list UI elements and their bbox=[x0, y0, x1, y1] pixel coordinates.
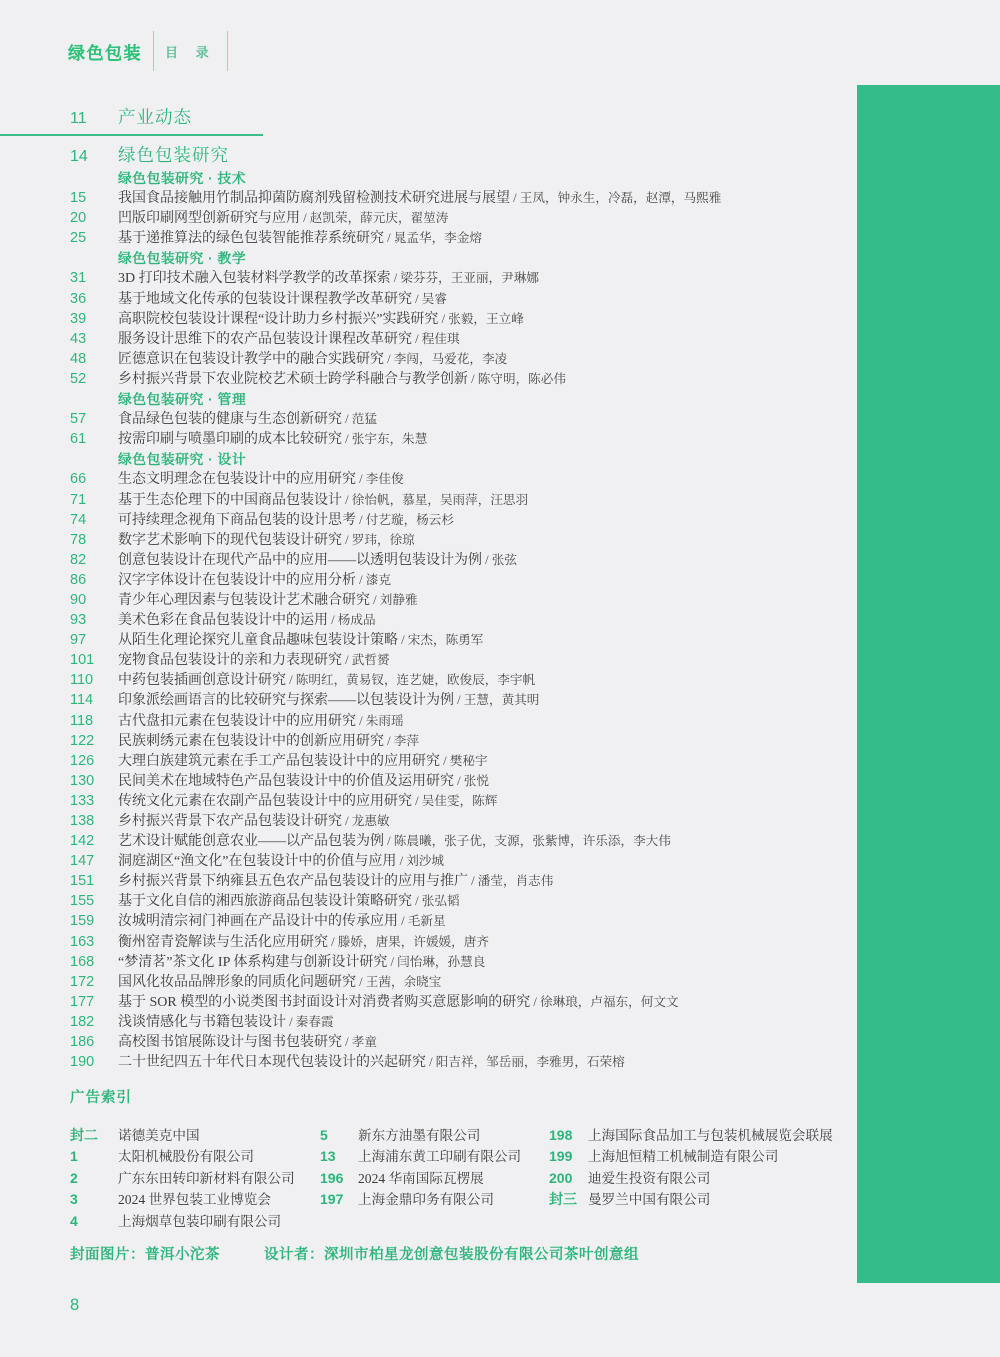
toc-page-number: 14 bbox=[70, 148, 88, 165]
toc-list bbox=[70, 104, 860, 1071]
toc-title: 高职院校包装设计课程“设计助力乡村振兴”实践研究 / 张毅，王立峰 bbox=[118, 311, 524, 327]
toc-article-row bbox=[70, 629, 860, 649]
toc-authors: / 付艺璇，杨云杉 bbox=[356, 512, 454, 527]
ad-row bbox=[320, 1167, 549, 1188]
ad-row bbox=[549, 1188, 833, 1209]
toc-title: 青少年心理因素与包装设计艺术融合研究 / 刘静雅 bbox=[118, 592, 418, 608]
toc-article-row bbox=[70, 529, 860, 549]
toc-authors: / 孝童 bbox=[342, 1035, 377, 1050]
toc-page-number: 110 bbox=[70, 672, 94, 689]
ad-page-number: 4 bbox=[70, 1212, 78, 1229]
toc-authors: / 张悦 bbox=[454, 773, 489, 788]
toc-title: 基于地域文化传承的包装设计课程教学改革研究 / 吴睿 bbox=[118, 291, 447, 307]
toc-authors: / 刘静雅 bbox=[370, 592, 418, 607]
toc-article-row bbox=[70, 1011, 860, 1031]
toc-page-number: 20 bbox=[70, 210, 87, 227]
toc-article-row bbox=[70, 790, 860, 810]
toc-article-row bbox=[70, 750, 860, 770]
ad-page-number: 封三 bbox=[549, 1191, 577, 1208]
toc-title: 3D 打印技术融入包装材料学教学的改革探索 / 梁芬芬，王亚丽，尹琳娜 bbox=[118, 271, 539, 287]
toc-article-row bbox=[70, 187, 860, 207]
toc-page-number: 114 bbox=[70, 692, 94, 709]
toc-authors: / 潘莹，肖志伟 bbox=[468, 874, 554, 889]
ad-page-number: 196 bbox=[320, 1169, 344, 1186]
toc-page-number: 57 bbox=[70, 411, 87, 428]
toc-page-number: 159 bbox=[70, 913, 95, 930]
toc-title: 从陌生化理论探究儿童食品趣味包装设计策略 / 宋杰，陈勇军 bbox=[118, 633, 484, 649]
toc-authors: / 毛新星 bbox=[398, 914, 446, 929]
toc-page-number: 11 bbox=[70, 110, 87, 127]
ad-row bbox=[549, 1145, 833, 1166]
magazine-logo: 绿色包装 bbox=[68, 43, 142, 63]
toc-title: 可持续理念视角下商品包装的设计思考 / 付艺璇，杨云杉 bbox=[118, 512, 454, 528]
toc-chapter-row bbox=[70, 142, 860, 167]
section-divider-line bbox=[0, 134, 263, 136]
toc-authors: / 张宇东，朱慧 bbox=[342, 432, 428, 447]
toc-title: 国风化妆品品牌形象的同质化问题研究 / 王茜，余晓宝 bbox=[118, 974, 442, 990]
toc-authors: / 程佳琪 bbox=[412, 331, 460, 346]
ad-index-column bbox=[70, 1124, 320, 1231]
toc-title: 服务设计思维下的农产品包装设计课程改革研究 / 程佳琪 bbox=[118, 331, 460, 347]
toc-page-number: 93 bbox=[70, 612, 87, 629]
toc-title: 绿色包装研究 · 管理 bbox=[118, 392, 247, 408]
toc-article-row bbox=[70, 830, 860, 850]
toc-page-number: 36 bbox=[70, 290, 87, 307]
toc-page-number: 78 bbox=[70, 531, 87, 548]
toc-title: 艺术设计赋能创意农业——以产品包装为例 / 陈晨曦，张子优，支源，张紫博，许乐添，李大伟 bbox=[118, 834, 671, 850]
toc-authors: / 武哲赟 bbox=[342, 653, 390, 668]
toc-title: 产业动态 bbox=[118, 107, 192, 127]
ad-row bbox=[70, 1167, 320, 1188]
cover-credit-line bbox=[70, 1243, 639, 1264]
toc-page-number: 74 bbox=[70, 511, 87, 528]
toc-authors: / 李佳俊 bbox=[356, 472, 404, 487]
toc-title: 古代盘扣元素在包装设计中的应用研究 / 朱雨瑶 bbox=[118, 713, 404, 729]
toc-authors: / 晁孟华，李金熔 bbox=[384, 231, 482, 246]
ad-company-name: 曼罗兰中国有限公司 bbox=[588, 1192, 711, 1208]
ad-page-number: 3 bbox=[70, 1191, 78, 1208]
toc-page-number: 138 bbox=[70, 813, 95, 829]
toc-page-number: 97 bbox=[70, 632, 87, 649]
toc-authors: / 范猛 bbox=[342, 412, 377, 427]
ad-page-number: 197 bbox=[320, 1191, 344, 1208]
toc-article-row bbox=[70, 910, 860, 930]
toc-title: 基于 SOR 模型的小说类图书封面设计对消费者购买意愿影响的研究 / 徐琳琅，卢福东，何文文 bbox=[118, 994, 679, 1010]
toc-title: 乡村振兴背景下农产品包装设计研究 / 龙惠敏 bbox=[118, 814, 390, 829]
toc-authors: / 吴佳雯，陈辉 bbox=[412, 793, 498, 808]
ad-row bbox=[549, 1124, 833, 1145]
toc-article-row bbox=[70, 770, 860, 790]
toc-title: 绿色包装研究 bbox=[118, 145, 229, 165]
ad-index-column bbox=[320, 1124, 549, 1231]
toc-page-number: 190 bbox=[70, 1054, 95, 1071]
toc-authors: / 漆克 bbox=[356, 572, 391, 587]
toc-title: “梦清茗”茶文化 IP 体系构建与创新设计研究 / 闫怡琳，孙慧良 bbox=[118, 954, 486, 970]
toc-page-number: 142 bbox=[70, 833, 95, 850]
ad-company-name: 广东东田转印新材料有限公司 bbox=[118, 1170, 295, 1186]
toc-authors: / 陈守明，陈必伟 bbox=[468, 371, 566, 386]
toc-article-row bbox=[70, 931, 860, 951]
toc-authors: / 吴睿 bbox=[412, 291, 447, 306]
ad-row bbox=[320, 1188, 549, 1209]
toc-title: 生态文明理念在包装设计中的应用研究 / 李佳俊 bbox=[118, 472, 404, 488]
toc-authors: / 王慧，黄其明 bbox=[454, 693, 540, 708]
toc-article-row bbox=[70, 569, 860, 589]
toc-page-number: 163 bbox=[70, 933, 95, 950]
toc-page-number: 155 bbox=[70, 893, 95, 910]
toc-title: 绿色包装研究 · 教学 bbox=[118, 251, 247, 267]
ad-row bbox=[320, 1124, 549, 1145]
contents-label: 目 录 bbox=[165, 44, 216, 60]
toc-authors: / 樊秘宇 bbox=[440, 753, 488, 768]
toc-page-number: 52 bbox=[70, 370, 87, 387]
ad-page-number: 199 bbox=[549, 1148, 573, 1165]
toc-page-number: 61 bbox=[70, 431, 87, 448]
toc-title: 乡村振兴背景下纳雍县五色农产品包装设计的应用与推广 / 潘莹，肖志伟 bbox=[118, 874, 554, 890]
toc-subsection-row bbox=[70, 247, 860, 267]
ad-company-name: 上海旭恒精工机械制造有限公司 bbox=[588, 1149, 779, 1165]
toc-article-row bbox=[70, 509, 860, 529]
ad-company-name: 2024 华南国际瓦楞展 bbox=[358, 1170, 484, 1186]
toc-article-row bbox=[70, 348, 860, 368]
toc-title: 我国食品接触用竹制品抑菌防腐剂残留检测技术研究进展与展望 / 王凤，钟永生，冷磊，赵潭，马熙雅 bbox=[118, 191, 722, 207]
toc-authors: / 张弦 bbox=[482, 552, 517, 567]
toc-article-row bbox=[70, 308, 860, 328]
toc-page-number: 86 bbox=[70, 571, 87, 588]
toc-authors: / 张毅，王立峰 bbox=[438, 311, 524, 326]
toc-chapter-row bbox=[70, 104, 860, 129]
toc-page-number: 182 bbox=[70, 1013, 95, 1030]
toc-authors: / 徐怡帆，慕星，吴雨萍，汪思羽 bbox=[342, 492, 529, 507]
toc-title: 传统文化元素在农副产品包装设计中的应用研究 / 吴佳雯，陈辉 bbox=[118, 793, 498, 809]
designer-label: 设计者：深圳市柏星龙创意包装股份有限公司茶叶创意组 bbox=[264, 1247, 639, 1263]
ad-index-title: 广告索引 bbox=[70, 1090, 132, 1106]
toc-authors: / 李萍 bbox=[384, 733, 419, 748]
ad-page-number: 1 bbox=[70, 1148, 78, 1165]
toc-title: 汝城明清宗祠门神画在产品设计中的传承应用 / 毛新星 bbox=[118, 914, 446, 930]
toc-page-number: 66 bbox=[70, 471, 87, 488]
toc-article-row bbox=[70, 870, 860, 890]
ad-company-name: 太阳机械股份有限公司 bbox=[118, 1149, 254, 1165]
toc-title: 印象派绘画语言的比较研究与探索——以包装设计为例 / 王慧，黄其明 bbox=[118, 693, 540, 709]
toc-article-row bbox=[70, 207, 860, 227]
toc-title: 基于文化自信的湘西旅游商品包装设计策略研究 / 张弘韬 bbox=[118, 894, 460, 910]
toc-page-number: 186 bbox=[70, 1034, 95, 1051]
toc-authors: / 王茜，余晓宝 bbox=[356, 974, 442, 989]
toc-article-row bbox=[70, 288, 860, 308]
toc-authors: / 刘沙城 bbox=[396, 854, 445, 869]
toc-page-number: 39 bbox=[70, 310, 87, 327]
toc-page-number: 71 bbox=[70, 491, 87, 508]
toc-article-row bbox=[70, 589, 860, 609]
toc-subsection-row bbox=[70, 388, 860, 408]
ad-page-number: 13 bbox=[320, 1148, 336, 1165]
toc-title: 衡州窑青瓷解读与生活化应用研究 / 滕娇，唐果，许媛媛，唐齐 bbox=[118, 934, 489, 950]
toc-page-number: 118 bbox=[70, 712, 94, 729]
ad-row bbox=[70, 1210, 320, 1231]
ad-row bbox=[320, 1145, 549, 1166]
toc-article-row bbox=[70, 468, 860, 488]
toc-authors: / 赵凯荣，薛元庆，翟堃涛 bbox=[300, 211, 449, 226]
toc-article-row bbox=[70, 669, 860, 689]
toc-page-number: 25 bbox=[70, 230, 87, 247]
header-divider-right bbox=[227, 31, 228, 71]
toc-page-number: 101 bbox=[70, 652, 95, 669]
toc-article-row bbox=[70, 710, 860, 730]
toc-article-row bbox=[70, 991, 860, 1011]
toc-title: 高校图书馆展陈设计与图书包装研究 / 孝童 bbox=[118, 1035, 377, 1051]
toc-page-number: 48 bbox=[70, 350, 87, 367]
toc-authors: / 宋杰，陈勇军 bbox=[398, 633, 484, 648]
toc-title: 二十世纪四五十年代日本现代包装设计的兴起研究 / 阳吉祥，邹岳丽，李雅男，石荣榕 bbox=[118, 1055, 625, 1071]
toc-title: 洞庭湖区“渔文化”在包装设计中的价值与应用 / 刘沙城 bbox=[118, 854, 445, 870]
toc-title: 乡村振兴背景下农业院校艺术硕士跨学科融合与教学创新 / 陈守明，陈必伟 bbox=[118, 371, 566, 387]
toc-article-row bbox=[70, 609, 860, 629]
toc-page-number: 122 bbox=[70, 732, 95, 749]
ad-company-name: 上海国际食品加工与包装机械展览会联展 bbox=[588, 1128, 833, 1143]
toc-authors: / 陈明红，黄易钗，连艺婕，欧俊辰，李宇帆 bbox=[286, 673, 536, 688]
toc-title: 匠德意识在包装设计教学中的融合实践研究 / 李闯，马爱花，李凌 bbox=[118, 351, 508, 367]
header-divider-left bbox=[153, 31, 154, 71]
toc-article-row bbox=[70, 549, 860, 569]
toc-authors: / 杨成品 bbox=[328, 613, 376, 628]
toc-title: 中药包装插画创意设计研究 / 陈明红，黄易钗，连艺婕，欧俊辰，李宇帆 bbox=[118, 673, 536, 689]
toc-authors: / 张弘韬 bbox=[412, 894, 460, 909]
ad-row bbox=[70, 1124, 320, 1145]
toc-title: 凹版印刷网型创新研究与应用 / 赵凯荣，薛元庆，翟堃涛 bbox=[118, 211, 449, 227]
ad-company-name: 上海金鼎印务有限公司 bbox=[358, 1192, 494, 1208]
toc-page-number: 82 bbox=[70, 551, 87, 568]
toc-title: 基于递推算法的绿色包装智能推荐系统研究 / 晁孟华，李金熔 bbox=[118, 231, 482, 247]
toc-article-row bbox=[70, 428, 860, 448]
toc-authors: / 徐琳琅，卢福东，何文文 bbox=[530, 994, 679, 1009]
toc-title: 食品绿色包装的健康与生态创新研究 / 范猛 bbox=[118, 412, 377, 428]
toc-article-row bbox=[70, 368, 860, 388]
toc-authors: / 龙惠敏 bbox=[342, 814, 390, 828]
ad-index bbox=[70, 1086, 860, 1231]
toc-article-row bbox=[70, 810, 860, 830]
toc-article-row bbox=[70, 689, 860, 709]
ad-index-columns bbox=[70, 1124, 860, 1231]
toc-article-row bbox=[70, 951, 860, 971]
ad-index-column bbox=[549, 1124, 833, 1231]
toc-title: 美术色彩在食品包装设计中的运用 / 杨成品 bbox=[118, 613, 376, 629]
toc-authors: / 梁芬芬，王亚丽，尹琳娜 bbox=[390, 271, 539, 286]
page-header bbox=[68, 30, 239, 72]
toc-article-row bbox=[70, 890, 860, 910]
toc-article-row bbox=[70, 1031, 860, 1051]
ad-page-number: 198 bbox=[549, 1127, 573, 1143]
ad-page-number: 封二 bbox=[70, 1127, 98, 1143]
toc-page-number: 126 bbox=[70, 752, 95, 769]
ad-row bbox=[549, 1167, 833, 1188]
toc-article-row bbox=[70, 267, 860, 287]
toc-authors: / 王凤，钟永生，冷磊，赵潭，马熙雅 bbox=[510, 191, 722, 206]
toc-title: 按需印刷与喷墨印刷的成本比较研究 / 张宇东，朱慧 bbox=[118, 432, 428, 448]
toc-title: 汉字字体设计在包装设计中的应用分析 / 漆克 bbox=[118, 572, 391, 588]
toc-article-row bbox=[70, 489, 860, 509]
toc-page-number: 133 bbox=[70, 792, 95, 809]
toc-title: 民间美术在地域特色产品包装设计中的价值及运用研究 / 张悦 bbox=[118, 773, 489, 789]
toc-page-number: 172 bbox=[70, 973, 95, 990]
toc-authors: / 闫怡琳，孙慧良 bbox=[387, 954, 486, 969]
toc-page-number: 43 bbox=[70, 330, 87, 347]
toc-authors: / 阳吉祥，邹岳丽，李雅男，石荣榕 bbox=[426, 1055, 625, 1070]
toc-page-number: 130 bbox=[70, 772, 95, 789]
side-green-panel bbox=[857, 85, 1000, 1283]
toc-article-row bbox=[70, 328, 860, 348]
toc-title: 创意包装设计在现代产品中的应用——以透明包装设计为例 / 张弦 bbox=[118, 552, 517, 568]
toc-article-row bbox=[70, 971, 860, 991]
ad-row bbox=[70, 1145, 320, 1166]
toc-title: 民族刺绣元素在包装设计中的创新应用研究 / 李萍 bbox=[118, 733, 419, 749]
toc-page-number: 168 bbox=[70, 953, 95, 970]
toc-article-row bbox=[70, 227, 860, 247]
toc-article-row bbox=[70, 408, 860, 428]
toc-title: 基于生态伦理下的中国商品包装设计 / 徐怡帆，慕星，吴雨萍，汪思羽 bbox=[118, 492, 529, 508]
toc-page-number: 15 bbox=[70, 190, 87, 207]
ad-row bbox=[70, 1188, 320, 1209]
ad-page-number: 200 bbox=[549, 1169, 573, 1186]
toc-article-row bbox=[70, 850, 860, 870]
toc-title: 宠物食品包装设计的亲和力表现研究 / 武哲赟 bbox=[118, 653, 390, 669]
ad-page-number: 2 bbox=[70, 1169, 78, 1186]
ad-company-name: 诺德美克中国 bbox=[118, 1128, 200, 1143]
toc-subsection-row bbox=[70, 448, 860, 468]
ad-company-name: 迪爱生投资有限公司 bbox=[588, 1170, 711, 1186]
toc-title: 浅谈情感化与书籍包装设计 / 秦春霞 bbox=[118, 1014, 334, 1030]
toc-authors: / 陈晨曦，张子优，支源，张紫博，许乐添，李大伟 bbox=[384, 834, 671, 849]
ad-page-number: 5 bbox=[320, 1127, 328, 1143]
toc-title: 绿色包装研究 · 设计 bbox=[118, 452, 247, 468]
toc-title: 数字艺术影响下的现代包装设计研究 / 罗玮，徐琼 bbox=[118, 532, 415, 548]
toc-article-row bbox=[70, 730, 860, 750]
ad-company-name: 2024 世界包装工业博览会 bbox=[118, 1192, 271, 1208]
toc-page-number: 90 bbox=[70, 591, 87, 608]
ad-company-name: 上海浦东黄工印刷有限公司 bbox=[358, 1149, 522, 1165]
toc-authors: / 罗玮，徐琼 bbox=[342, 532, 415, 547]
page-number: 8 bbox=[70, 1296, 80, 1314]
toc-article-row bbox=[70, 649, 860, 669]
toc-authors: / 秦春霞 bbox=[286, 1014, 334, 1029]
ad-company-name: 新东方油墨有限公司 bbox=[358, 1128, 481, 1143]
toc-page-number: 31 bbox=[70, 270, 87, 287]
toc-page-number: 151 bbox=[70, 873, 95, 890]
toc-title: 绿色包装研究 · 技术 bbox=[118, 171, 247, 186]
ad-company-name: 上海烟草包装印刷有限公司 bbox=[118, 1213, 282, 1229]
toc-page-number: 177 bbox=[70, 993, 95, 1010]
cover-image-label: 封面图片：普洱小沱茶 bbox=[70, 1247, 220, 1263]
toc-page-number: 147 bbox=[70, 853, 95, 870]
toc-title: 大理白族建筑元素在手工产品包装设计中的应用研究 / 樊秘宇 bbox=[118, 753, 488, 769]
toc-authors: / 李闯，马爱花，李凌 bbox=[384, 351, 508, 366]
toc-authors: / 滕娇，唐果，许媛媛，唐齐 bbox=[328, 934, 489, 949]
toc-article-row bbox=[70, 1051, 860, 1071]
toc-subsection-row bbox=[70, 167, 860, 187]
toc-authors: / 朱雨瑶 bbox=[356, 713, 404, 728]
